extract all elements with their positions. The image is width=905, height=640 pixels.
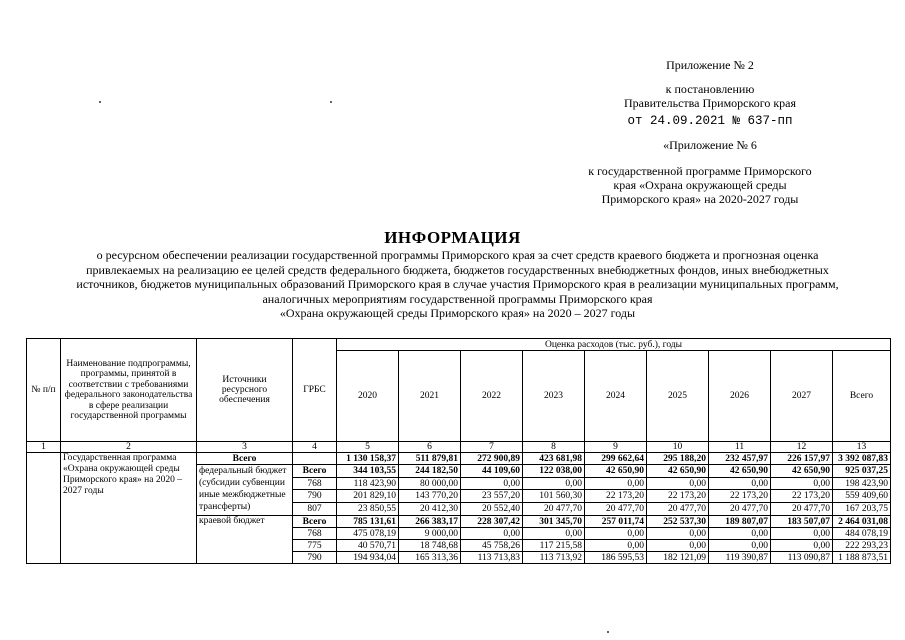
value-cell: 0,00 (771, 540, 833, 552)
value-cell: 0,00 (585, 478, 647, 490)
grbs-cell (293, 453, 337, 465)
value-cell: 266 383,17 (399, 516, 461, 528)
value-cell: 785 131,61 (337, 516, 399, 528)
value-cell: 194 934,04 (337, 552, 399, 564)
grbs-cell: 807 (293, 503, 337, 516)
value-cell: 22 173,20 (647, 490, 709, 503)
value-cell: 20 477,70 (709, 503, 771, 516)
column-index: 1 (27, 442, 61, 453)
column-index: 5 (337, 442, 399, 453)
value-cell: 0,00 (585, 540, 647, 552)
value-cell: 0,00 (709, 528, 771, 540)
dot-mark (607, 631, 609, 633)
column-index: 3 (197, 442, 293, 453)
column-index: 11 (709, 442, 771, 453)
value-cell: 20 477,70 (647, 503, 709, 516)
column-index: 12 (771, 442, 833, 453)
value-cell: 423 681,98 (523, 453, 585, 465)
value-cell: 201 829,10 (337, 490, 399, 503)
column-index: 8 (523, 442, 585, 453)
value-cell: 117 215,58 (523, 540, 585, 552)
grbs-cell: 768 (293, 478, 337, 490)
subtitle-line: привлекаемых на реализацию ее целей средств федерального бюджета, бюджетов государственных внебюджетных фондов, иных внебюджетных (86, 262, 829, 277)
value-cell: 20 477,70 (771, 503, 833, 516)
subtitle-line: «Охрана окружающей среды Приморского края» на 2020 – 2027 годы (279, 306, 636, 320)
header-year: 2024 (585, 351, 647, 442)
value-cell: 113 713,92 (523, 552, 585, 564)
value-cell: 22 173,20 (709, 490, 771, 503)
value-cell: 0,00 (647, 540, 709, 552)
value-cell: 165 313,36 (399, 552, 461, 564)
grbs-cell: 768 (293, 528, 337, 540)
value-cell: 484 078,19 (833, 528, 891, 540)
value-cell: 0,00 (523, 528, 585, 540)
value-cell: 20 552,40 (461, 503, 523, 516)
value-cell: 80 000,00 (399, 478, 461, 490)
dot-mark (99, 101, 101, 103)
program-name-cell: Государственная программа «Охрана окружающей среды Приморского края» на 2020 – 2027 годы (61, 453, 197, 564)
value-cell: 272 900,89 (461, 453, 523, 465)
value-cell: 23 557,20 (461, 490, 523, 503)
source-regional-cell: краевой бюджет (197, 516, 293, 564)
value-cell: 189 807,07 (709, 516, 771, 528)
value-cell: 42 650,90 (771, 465, 833, 478)
value-cell: 101 560,30 (523, 490, 585, 503)
column-index: 9 (585, 442, 647, 453)
column-index: 13 (833, 442, 891, 453)
header-year: 2022 (461, 351, 523, 442)
value-cell: 42 650,90 (585, 465, 647, 478)
value-cell: 252 537,30 (647, 516, 709, 528)
value-cell: 113 090,87 (771, 552, 833, 564)
value-cell: 20 477,70 (585, 503, 647, 516)
value-cell: 511 879,81 (399, 453, 461, 465)
value-cell: 9 000,00 (399, 528, 461, 540)
value-cell: 0,00 (461, 528, 523, 540)
value-cell: 925 037,25 (833, 465, 891, 478)
value-cell: 119 390,87 (709, 552, 771, 564)
value-cell: 344 103,55 (337, 465, 399, 478)
program-line2: края «Охрана окружающей среды (613, 178, 787, 192)
header-year: Всего (833, 351, 891, 442)
header-year: 2021 (399, 351, 461, 442)
value-cell: 23 850,55 (337, 503, 399, 516)
value-cell: 0,00 (585, 528, 647, 540)
header-name: Наименование подпрограммы, программы, принятой в соответствии с требованиями федерального законодательства в сфере реализации государственной программы (61, 339, 197, 442)
header-year: 2023 (523, 351, 585, 442)
value-cell: 183 507,07 (771, 516, 833, 528)
subtitle-line: источников, бюджетов муниципальных образований Приморского края в случае участия Приморского края в реализации муниципальных программ, (76, 277, 839, 291)
value-cell: 0,00 (461, 478, 523, 490)
value-cell: 198 423,90 (833, 478, 891, 490)
grbs-cell: 790 (293, 552, 337, 564)
column-index: 10 (647, 442, 709, 453)
value-cell: 44 109,60 (461, 465, 523, 478)
subtitle-line: о ресурсном обеспечении реализации государственной программы Приморского края за счет средств краевого бюджета и прогнозная оценка (96, 248, 819, 262)
value-cell: 167 203,75 (833, 503, 891, 516)
value-cell: 226 157,97 (771, 453, 833, 465)
program-line3: Приморского края» на 2020-2027 годы (601, 192, 799, 206)
value-cell: 2 464 031,08 (833, 516, 891, 528)
value-cell: 1 130 158,37 (337, 453, 399, 465)
column-index: 2 (61, 442, 197, 453)
column-index: 6 (399, 442, 461, 453)
header-year: 2025 (647, 351, 709, 442)
value-cell: 0,00 (709, 540, 771, 552)
value-cell: 222 293,23 (833, 540, 891, 552)
value-cell: 475 078,19 (337, 528, 399, 540)
value-cell: 143 770,20 (399, 490, 461, 503)
header-year: 2026 (709, 351, 771, 442)
header-source: Источники ресурсного обеспечения (197, 339, 293, 442)
value-cell: 0,00 (771, 528, 833, 540)
value-cell: 1 188 873,51 (833, 552, 891, 564)
value-cell: 113 713,83 (461, 552, 523, 564)
value-cell: 559 409,60 (833, 490, 891, 503)
value-cell: 182 121,09 (647, 552, 709, 564)
value-cell: 40 570,71 (337, 540, 399, 552)
value-cell: 122 038,00 (523, 465, 585, 478)
value-cell: 3 392 087,83 (833, 453, 891, 465)
value-cell: 0,00 (771, 478, 833, 490)
value-cell: 186 595,53 (585, 552, 647, 564)
grbs-cell: 775 (293, 540, 337, 552)
value-cell: 228 307,42 (461, 516, 523, 528)
value-cell: 42 650,90 (709, 465, 771, 478)
value-cell: 257 011,74 (585, 516, 647, 528)
grbs-cell: Всего (293, 516, 337, 528)
dot-mark (330, 101, 332, 103)
row-number-cell (27, 453, 61, 564)
value-cell: 0,00 (709, 478, 771, 490)
value-cell: 22 173,20 (585, 490, 647, 503)
header-year: 2020 (337, 351, 399, 442)
source-total-cell: Всего (197, 453, 293, 465)
value-cell: 299 662,64 (585, 453, 647, 465)
value-cell: 295 188,20 (647, 453, 709, 465)
resource-table (26, 338, 891, 564)
column-index: 4 (293, 442, 337, 453)
value-cell: 22 173,20 (771, 490, 833, 503)
resolution-date-number: от 24.09.2021 № 637-пп (627, 114, 793, 128)
header-year: 2027 (771, 351, 833, 442)
grbs-cell: Всего (293, 465, 337, 478)
value-cell: 18 748,68 (399, 540, 461, 552)
grbs-cell: 790 (293, 490, 337, 503)
source-federal-cell: федеральный бюджет (субсидии субвенции иные межбюджетные трансферты) (197, 465, 293, 516)
value-cell: 0,00 (647, 528, 709, 540)
value-cell: 0,00 (647, 478, 709, 490)
value-cell: 20 412,30 (399, 503, 461, 516)
value-cell: 45 758,26 (461, 540, 523, 552)
document-title: ИНФОРМАЦИЯ (384, 228, 521, 247)
government-label: Правительства Приморского края (623, 96, 797, 110)
value-cell: 118 423,90 (337, 478, 399, 490)
appendix-label: Приложение № 2 (666, 58, 754, 72)
value-cell: 232 457,97 (709, 453, 771, 465)
value-cell: 42 650,90 (647, 465, 709, 478)
program-line1: к государственной программе Приморского (588, 164, 812, 178)
value-cell: 301 345,70 (523, 516, 585, 528)
table-row (27, 453, 891, 465)
appendix6-label: «Приложение № 6 (663, 138, 757, 152)
column-index: 7 (461, 442, 523, 453)
header-no: № п/п (27, 339, 61, 442)
value-cell: 244 182,50 (399, 465, 461, 478)
header-grbs: ГРБС (293, 339, 337, 442)
subtitle-line: аналогичных мероприятиям государственной программы Приморского края (262, 291, 653, 306)
header-estimate: Оценка расходов (тыс. руб.), годы (337, 339, 891, 351)
to-resolution-label: к постановлению (665, 82, 755, 96)
value-cell: 0,00 (523, 478, 585, 490)
document-subtitle (40, 248, 875, 321)
value-cell: 20 477,70 (523, 503, 585, 516)
